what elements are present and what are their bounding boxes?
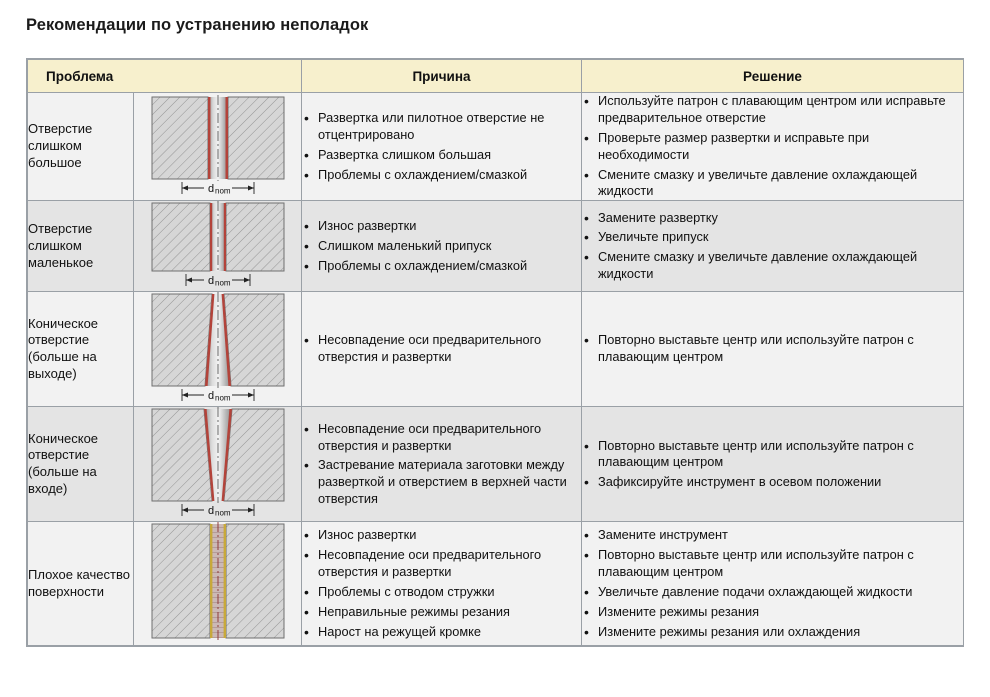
list-item: • Измените режимы резания или охлаждения bbox=[582, 624, 963, 641]
cell-problem: Плохое качество поверхности bbox=[28, 522, 134, 646]
cell-causes bbox=[302, 522, 582, 646]
table-row bbox=[28, 93, 964, 201]
table-row bbox=[28, 407, 964, 522]
list-item: • Замените инструмент bbox=[582, 527, 963, 544]
cell-figure bbox=[134, 292, 302, 407]
list-item: • Увеличьте припуск bbox=[582, 229, 963, 246]
cell-figure bbox=[134, 201, 302, 292]
list-item: • Смените смазку и увеличьте давление охлаждающей жидкости bbox=[582, 249, 963, 283]
list-item: • Измените режимы резания bbox=[582, 604, 963, 621]
list-item: • Проблемы с охлаждением/смазкой bbox=[302, 167, 581, 184]
column-header-problem: Проблема bbox=[28, 60, 302, 93]
troubleshooting-table-container bbox=[26, 58, 964, 647]
list-item: • Проблемы с отводом стружки bbox=[302, 584, 581, 601]
list-item: • Несовпадение оси предварительного отверстия и развертки bbox=[302, 421, 581, 455]
list-item: • Неправильные режимы резания bbox=[302, 604, 581, 621]
poor-surface-finish-diagram bbox=[142, 522, 294, 640]
page-title: Рекомендации по устранению неполадок bbox=[26, 16, 369, 34]
cell-problem: Отверстие слишком большое bbox=[28, 93, 134, 201]
cell-problem: Коническое отверстие (больше на входе) bbox=[28, 407, 134, 522]
table-row bbox=[28, 201, 964, 292]
list-item: • Проверьте размер развертки и исправьте при необходимости bbox=[582, 130, 963, 164]
svg-text:nom: nom bbox=[214, 508, 231, 517]
cell-causes bbox=[302, 407, 582, 522]
list-item: • Увеличьте давление подачи охлаждающей жидкости bbox=[582, 584, 963, 601]
troubleshooting-table bbox=[27, 59, 964, 646]
cell-problem: Коническое отверстие (больше на выходе) bbox=[28, 292, 134, 407]
list-item: • Несовпадение оси предварительного отверстия и развертки bbox=[302, 332, 581, 366]
list-item: • Развертка слишком большая bbox=[302, 147, 581, 164]
taper-larger-at-exit-diagram bbox=[142, 292, 294, 401]
list-item: • Слишком маленький припуск bbox=[302, 238, 581, 255]
cell-causes bbox=[302, 201, 582, 292]
cell-causes bbox=[302, 93, 582, 201]
list-item: • Замените развертку bbox=[582, 210, 963, 227]
dimension-label bbox=[142, 182, 294, 194]
list-item: • Повторно выставьте центр или используйте патрон с плавающим центром bbox=[582, 438, 963, 472]
svg-text:d: d bbox=[207, 505, 214, 517]
list-item: • Износ развертки bbox=[302, 218, 581, 235]
list-item: • Застревание материала заготовки между разверткой и отверстием в верхней части отверстия bbox=[302, 457, 581, 508]
list-item: • Повторно выставьте центр или используйте патрон с плавающим центром bbox=[582, 332, 963, 366]
cell-figure bbox=[134, 407, 302, 522]
list-item: • Износ развертки bbox=[302, 527, 581, 544]
list-item: • Проблемы с охлаждением/смазкой bbox=[302, 258, 581, 275]
dimension-label bbox=[142, 274, 294, 286]
list-item: • Используйте патрон с плавающим центром или исправьте предварительное отверстие bbox=[582, 93, 963, 127]
table-row bbox=[28, 522, 964, 646]
cell-solutions bbox=[582, 292, 964, 407]
svg-text:nom: nom bbox=[214, 278, 231, 287]
list-item: • Повторно выставьте центр или используйте патрон с плавающим центром bbox=[582, 547, 963, 581]
cell-problem: Отверстие слишком маленькое bbox=[28, 201, 134, 292]
table-header-row bbox=[28, 60, 964, 93]
cell-solutions bbox=[582, 407, 964, 522]
cell-solutions bbox=[582, 201, 964, 292]
list-item: • Несовпадение оси предварительного отверстия и развертки bbox=[302, 547, 581, 581]
column-header-cause: Причина bbox=[302, 60, 582, 93]
table-row bbox=[28, 292, 964, 407]
svg-text:d: d bbox=[207, 275, 214, 287]
list-item: • Зафиксируйте инструмент в осевом положении bbox=[582, 474, 963, 491]
dimension-label bbox=[142, 504, 294, 516]
list-item: • Смените смазку и увеличьте давление охлаждающей жидкости bbox=[582, 167, 963, 201]
svg-text:d: d bbox=[207, 390, 214, 402]
cell-solutions bbox=[582, 93, 964, 201]
taper-larger-at-entry-diagram bbox=[142, 407, 294, 516]
svg-text:nom: nom bbox=[214, 393, 231, 402]
svg-text:nom: nom bbox=[214, 186, 231, 194]
hole-too-large-diagram bbox=[142, 95, 294, 194]
cell-causes bbox=[302, 292, 582, 407]
cell-solutions bbox=[582, 522, 964, 646]
hole-too-small-diagram bbox=[142, 201, 294, 286]
cell-figure bbox=[134, 522, 302, 646]
column-header-solution: Решение bbox=[582, 60, 964, 93]
list-item: • Нарост на режущей кромке bbox=[302, 624, 581, 641]
svg-text:d: d bbox=[207, 182, 214, 194]
cell-figure bbox=[134, 93, 302, 201]
list-item: • Развертка или пилотное отверстие не отцентрировано bbox=[302, 110, 581, 144]
dimension-label bbox=[142, 389, 294, 401]
